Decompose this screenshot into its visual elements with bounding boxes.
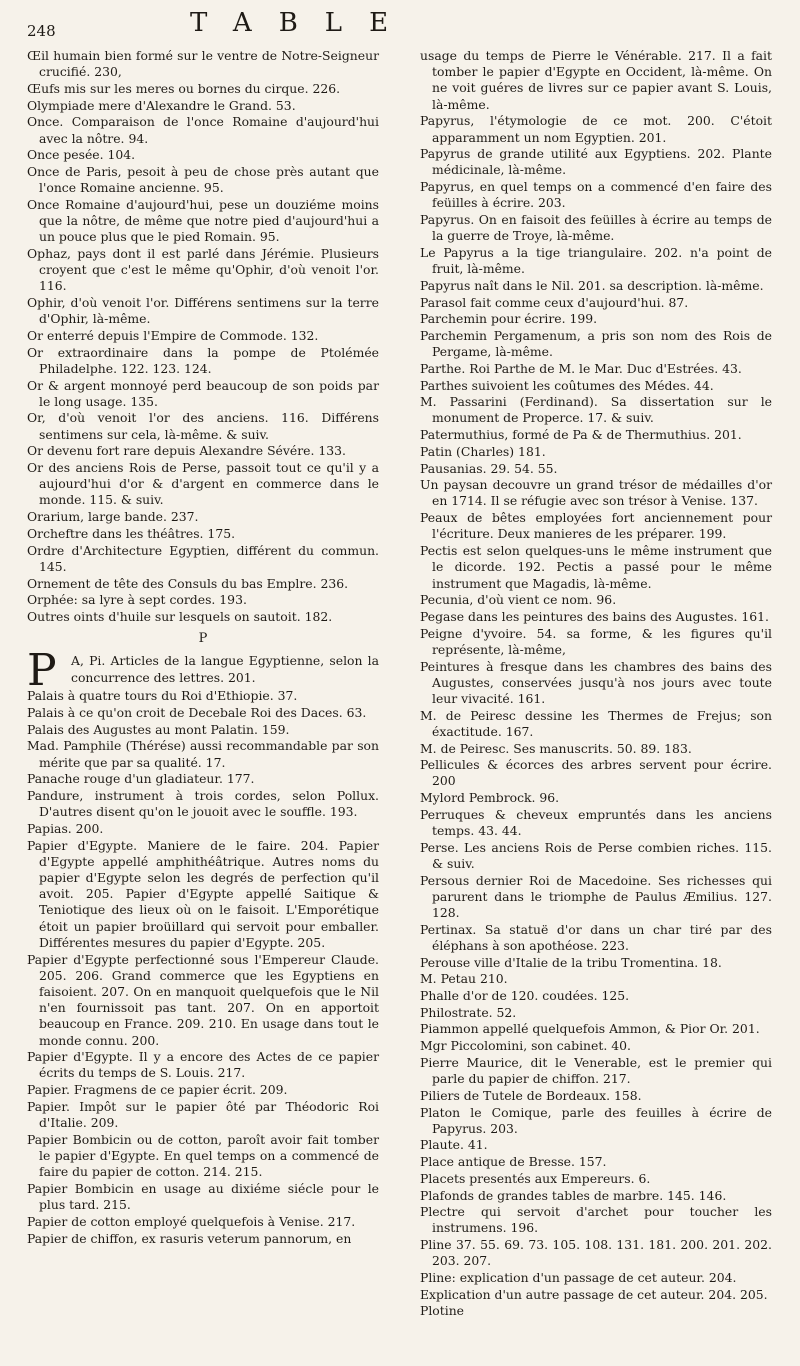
index-entry: Papyrus. On en faisoit des feüilles à écrire au temps de la guerre de Troye, là-même. bbox=[420, 212, 772, 244]
index-entry: usage du temps de Pierre le Vénérable. 217. Il a fait tomber le papier d'Egypte en Occident, là-même. On ne voit guéres de livres sur ce papier avant S. Louis, là-même. bbox=[420, 48, 772, 112]
index-entry: M. de Peiresc dessine les Thermes de Frejus; son éxactitude. 167. bbox=[420, 707, 772, 739]
page-header bbox=[0, 8, 800, 48]
index-entry: Pertinax. Sa statuë d'or dans un char tiré par des éléphans à son apothéose. 223. bbox=[420, 921, 772, 953]
index-entry: Place antique de Bresse. 157. bbox=[420, 1154, 607, 1170]
index-entry: Philostrate. 52. bbox=[420, 1004, 517, 1020]
index-entry: Ophir, d'où venoit l'or. Différens sentimens sur la terre d'Ophir, là-même. bbox=[27, 295, 379, 327]
index-entry: Patermuthius, formé de Pa & de Thermuthius. 201. bbox=[420, 427, 742, 443]
index-entry: Explication d'un autre passage de cet auteur. 204. 205. bbox=[420, 1286, 768, 1302]
index-entry: Pline 37. 55. 69. 73. 105. 108. 131. 181. 200. 201. 202. 203. 207. bbox=[420, 1237, 772, 1269]
index-entry: Mgr Piccolomini, son cabinet. 40. bbox=[420, 1038, 631, 1054]
index-entry: Perruques & cheveux empruntés dans les anciens temps. 43. 44. bbox=[420, 806, 772, 839]
index-entry: Papier Bombicin en usage au dixiéme siécle pour le plus tard. 215. bbox=[27, 1180, 379, 1213]
index-entry: Pecunia, d'où vient ce nom. 96. bbox=[420, 592, 617, 608]
index-entry: Phalle d'or de 120. coudées. 125. bbox=[420, 988, 630, 1004]
index-entry: Placets presentés aux Empereurs. 6. bbox=[420, 1170, 651, 1186]
index-entry: Papier d'Egypte perfectionné sous l'Empereur Claude. 205. 206. Grand commerce que les Egyptiens en faisoient. 207. On en manquoit quelquefois que le Nil n'en fournissoit pas tant. 207. On en apportoit beaucoup en France. 209. 210. En usage dans tout le monde connu. 200. bbox=[27, 951, 379, 1048]
index-entry: Mylord Pembrock. 96. bbox=[420, 790, 560, 806]
index-entry: Parchemin Pergamenum, a pris son nom des Rois de Pergame, là-même. bbox=[420, 327, 772, 360]
index-entry: Once. Comparaison de l'once Romaine d'aujourd'hui avec la nôtre. 94. bbox=[27, 114, 379, 146]
index-entry: Patin (Charles) 181. bbox=[420, 443, 546, 459]
index-entry: Or enterré depuis l'Empire de Commode. 132. bbox=[27, 327, 319, 343]
index-entry: Or extraordinaire dans la pompe de Ptolémée Philadelphe. 122. 123. 124. bbox=[27, 344, 379, 376]
index-entry: Plaute. 41. bbox=[420, 1137, 488, 1153]
index-entry: Plectre qui servoit d'archet pour toucher les instrumens. 196. bbox=[420, 1204, 772, 1236]
index-entry: Pegase dans les peintures des bains des Augustes. 161. bbox=[420, 608, 769, 624]
index-entry: Peaux de bêtes employées fort anciennement pour l'écriture. Deux manieres de les préparer. 199. bbox=[420, 510, 772, 542]
index-entry: Ophaz, pays dont il est parlé dans Jérémie. Plusieurs croyent que c'est le même qu'Ophir, d'où venoit l'or. 116. bbox=[27, 245, 379, 294]
index-entry: Papyrus, en quel temps on a commencé d'en faire des feüilles à écrire. 203. bbox=[420, 179, 772, 211]
index-entry: Once Romaine d'aujourd'hui, pese un douziéme moins que la nôtre, de même que notre pied d'aujourd'hui a un pouce plus que le pied Romain. 95. bbox=[27, 196, 379, 245]
index-entry: Ornement de tête des Consuls du bas Emplre. 236. bbox=[27, 575, 349, 591]
index-entry: Or & argent monnoyé perd beaucoup de son poids par le long usage. 135. bbox=[27, 377, 379, 409]
running-title: TABLE bbox=[190, 8, 416, 38]
index-entry: Œufs mis sur les meres ou bornes du cirque. 226. bbox=[27, 80, 341, 96]
left-entries bbox=[27, 48, 379, 625]
first-entry-text: A, Pi. Articles de la langue Egyptienne, selon la concurrence des lettres. 201. bbox=[71, 653, 379, 685]
drop-cap: P bbox=[27, 645, 57, 697]
index-entry: Palais à quatre tours du Roi d'Ethiopie. 37. bbox=[27, 688, 298, 704]
index-entry: Pausanias. 29. 54. 55. bbox=[420, 460, 558, 476]
index-entry: Papyrus, l'étymologie de ce mot. 200. C'étoit apparamment un nom Egyptien. 201. bbox=[420, 113, 772, 145]
index-entry: M. Petau 210. bbox=[420, 971, 508, 987]
left-column bbox=[27, 48, 379, 1247]
index-entry: Orphée: sa lyre à sept cordes. 193. bbox=[27, 592, 247, 608]
section-letter: P bbox=[198, 631, 208, 647]
index-entry: Papier d'Egypte. Maniere de le faire. 204. Papier d'Egypte appellé amphithéâtrique. Autres noms du papier d'Egypte selon les degrés de perfection qu'il avoit. 205. Papier d'Egypte appellé Saitique & Teniotique des lieux où on le faisoit. L'Emporétique étoit un papier broüillard qui servoit pour emballer. Différentes mesures du papier d'Egypte. 205. bbox=[27, 837, 379, 950]
index-entry: Or devenu fort rare depuis Alexandre Sévére. 133. bbox=[27, 443, 346, 459]
index-entry: Outres oints d'huile sur lesquels on sautoit. 182. bbox=[27, 608, 333, 624]
index-entry: Plafonds de grandes tables de marbre. 145. 146. bbox=[420, 1187, 727, 1203]
index-entry: Ordre d'Architecture Egyptien, différent du commun. 145. bbox=[27, 542, 379, 574]
index-entry: Papyrus naît dans le Nil. 201. sa description. là-même. bbox=[420, 277, 764, 293]
index-entry: Pandure, instrument à trois cordes, selon Pollux. D'autres disent qu'on le jouoit avec le souffle. 193. bbox=[27, 788, 379, 820]
index-entry: Pellicules & écorces des arbres servent pour écrire. 200 bbox=[420, 757, 772, 789]
index-entry: Pierre Maurice, dit le Venerable, est le premier qui parle du papier de chiffon. 217. bbox=[420, 1054, 772, 1087]
index-entry: Papier. Impôt sur le papier ôté par Théodoric Roi d'Italie. 209. bbox=[27, 1098, 379, 1131]
index-entry: Orcheftre dans les théâtres. 175. bbox=[27, 525, 236, 541]
index-entry: Once de Paris, pesoit à peu de chose près autant que l'once Romaine ancienne. 95. bbox=[27, 163, 379, 196]
index-entry: Papier. Fragmens de ce papier écrit. 209. bbox=[27, 1082, 288, 1098]
index-entry: Papier Bombicin ou de cotton, paroît avoir fait tomber le papier d'Egypte. En quel temps on a commencé de faire du papier de cotton. 214. 215. bbox=[27, 1131, 379, 1180]
index-entry: Piammon appellé quelquefois Ammon, & Pior Or. 201. bbox=[420, 1021, 760, 1037]
index-entry: Or, d'où venoit l'or des anciens. 116. Différens sentimens sur cela, là-même. & suiv. bbox=[27, 410, 379, 442]
index-entry: Parasol fait comme ceux d'aujourd'hui. 87. bbox=[420, 294, 689, 310]
index-entry: Papier d'Egypte. Il y a encore des Actes de ce papier écrits du temps de S. Louis. 217. bbox=[27, 1049, 379, 1081]
index-entry: M. Passarini (Ferdinand). Sa dissertation sur le monument de Properce. 17. & suiv. bbox=[420, 394, 772, 426]
index-entry: Mad. Pamphile (Thérése) aussi recommandable par son mérite que par sa qualité. 17. bbox=[27, 738, 379, 770]
index-entry: Panache rouge d'un gladiateur. 177. bbox=[27, 771, 255, 787]
right-entries bbox=[420, 48, 772, 1320]
index-entry: Perouse ville d'Italie de la tribu Tromentina. 18. bbox=[420, 954, 722, 970]
index-entry: M. de Peiresc. Ses manuscrits. 50. 89. 183. bbox=[420, 740, 692, 756]
page-number: 248 bbox=[27, 22, 56, 40]
index-entry: Olympiade mere d'Alexandre le Grand. 53. bbox=[27, 97, 296, 113]
index-entry: Persous dernier Roi de Macedoine. Ses richesses qui parurent dans le triomphe de Paulus Æmilius. 127. 128. bbox=[420, 872, 772, 921]
index-entry: Piliers de Tutele de Bordeaux. 158. bbox=[420, 1087, 642, 1103]
index-entry: Le Papyrus a la tige triangulaire. 202. n'a point de fruit, là-même. bbox=[420, 244, 772, 277]
index-entry: Papyrus de grande utilité aux Egyptiens. 202. Plante médicinale, là-même. bbox=[420, 146, 772, 178]
index-entry: Parthes suivoient les coûtumes des Médes. 44. bbox=[420, 377, 714, 393]
index-entry: Papier de chiffon, ex rasuris veterum pannorum, en bbox=[27, 1230, 352, 1246]
index-entry: Œil humain bien formé sur le ventre de Notre-Seigneur crucifié. 230, bbox=[27, 48, 379, 80]
index-entry: Or des anciens Rois de Perse, passoit tout ce qu'il y a aujourd'hui d'or & d'argent en commerce dans le monde. 115. & suiv. bbox=[27, 460, 379, 508]
index-entry: Pline: explication d'un passage de cet auteur. 204. bbox=[420, 1270, 737, 1286]
index-entry: Once pesée. 104. bbox=[27, 147, 136, 163]
index-entry: Plotine bbox=[420, 1303, 465, 1319]
index-entry: Papier de cotton employé quelquefois à Venise. 217. bbox=[27, 1213, 356, 1229]
index-entry: Palais des Augustes au mont Palatin. 159. bbox=[27, 721, 290, 737]
index-entry: Palais à ce qu'on croit de Decebale Roi des Daces. 63. bbox=[27, 705, 367, 721]
index-entry: Papias. 200. bbox=[27, 820, 104, 836]
index-entry: Peintures à fresque dans les chambres des bains des Augustes, conservées jusqu'à nos jours avec toute leur vivacité. 161. bbox=[420, 658, 772, 706]
index-entry: Parchemin pour écrire. 199. bbox=[420, 311, 598, 327]
index-entry: Perse. Les anciens Rois de Perse combien riches. 115. & suiv. bbox=[420, 839, 772, 871]
index-entry: Un paysan decouvre un grand trésor de médailles d'or en 1714. Il se réfugie avec son trésor à Venise. 137. bbox=[420, 477, 772, 509]
index-entry: Parthe. Roi Parthe de M. le Mar. Duc d'Estrées. 43. bbox=[420, 360, 742, 376]
index-entry: Platon le Comique, parle des feuilles à écrire de Papyrus. 203. bbox=[420, 1104, 772, 1136]
index-entry: Pectis est selon quelques-uns le même instrument que le dicorde. 192. Pectis a passé pour le même instrument que Magadis, là-même. bbox=[420, 543, 772, 591]
p-entries bbox=[27, 688, 379, 1246]
index-entry: Orarium, large bande. 237. bbox=[27, 509, 199, 525]
index-entry: Peigne d'yvoire. 54. sa forme, & les figures qu'il représente, là-même, bbox=[420, 625, 772, 657]
right-column bbox=[420, 48, 772, 1320]
